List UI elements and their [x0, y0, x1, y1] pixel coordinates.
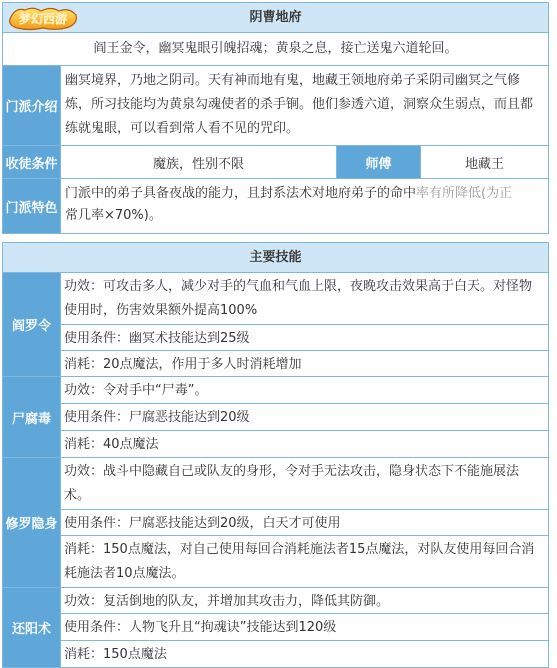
skills-title: 主要技能 — [3, 243, 548, 273]
recruit-label: 收徒条件 — [3, 146, 61, 178]
feature-text-2: 常几率×70%)。 — [65, 208, 162, 223]
skill-name: 尸腐毒 — [3, 377, 61, 457]
logo-text: 梦幻西游 — [18, 12, 68, 26]
master-text: 地藏王 — [464, 156, 504, 172]
sect-title: 阴曹地府 — [249, 10, 302, 25]
sect-motto: 阎王金令，幽冥鬼眼引魄招魂；黄泉之息，接亡送鬼六道轮回。 — [93, 41, 458, 56]
skill-effect: 功效：战斗中隐藏自己或队友的身形，令对手无法攻击，隐身状态下不能施展法术。 — [61, 458, 548, 510]
recruit-text: 魔族，性别不限 — [61, 146, 337, 178]
skill-name: 修罗隐身 — [3, 458, 61, 587]
skill-effect: 功效：令对手中“尸毒”。 — [61, 377, 548, 404]
skill-effect: 功效：复活倒地的队友，并增加其攻击力，降低其防御。 — [61, 588, 548, 614]
intro-text: 幽冥境界，乃地之阴司。天有神而地有鬼，地藏王领地府弟子采阴司幽冥之气修炼，所习技能均为黄泉勾魂使者的杀手锏。他们参透六道，洞察众生弱点，而且都练就鬼眼，可以看到常人看不见的咒印。 — [65, 73, 534, 136]
skill-name: 阎罗令 — [3, 273, 61, 376]
sect-info-table — [2, 2, 549, 234]
intro-row — [3, 66, 548, 146]
skill-cost: 消耗：150点魔法，对自己使用每回合消耗施法者15点魔法，对队友使用每回合消耗施法者10点魔法。 — [64, 542, 535, 581]
feature-text: 门派中的弟子具备夜战的能力，且封系法术对地府弟子的命中 — [65, 186, 417, 201]
skill-requirement: 使用条件：幽冥术技能达到25级 — [61, 325, 548, 351]
recruit-row — [3, 146, 548, 179]
skill-cost: 消耗：150点魔法 — [64, 647, 167, 662]
skill-row — [3, 377, 548, 458]
skill-body — [61, 588, 548, 667]
motto-row — [3, 33, 548, 66]
intro-label: 门派介绍 — [3, 66, 61, 145]
skill-cost: 消耗：20点魔法，作用于多人时消耗增加 — [64, 357, 302, 372]
skill-requirement: 使用条件：尸腐恶技能达到20级，白天才可使用 — [61, 510, 548, 536]
feature-text-block — [61, 179, 548, 233]
skill-effect: 功效：可攻击多人，减少对手的气血和气血上限，夜晚攻击效果高于白天。对怪物使用时，伤害效果额外提高100% — [61, 273, 548, 325]
sect-header — [3, 3, 548, 33]
skill-requirement: 使用条件：人物飞升且“拘魂诀”技能达到120级 — [61, 614, 548, 641]
master-label: 师傅 — [337, 146, 421, 178]
skill-row — [3, 458, 548, 588]
skill-row — [3, 588, 548, 667]
skills-table — [2, 242, 549, 668]
skill-row — [3, 273, 548, 377]
skill-body — [61, 273, 548, 376]
skill-body — [61, 377, 548, 457]
skill-requirement: 使用条件：尸腐恶技能达到20级 — [61, 404, 548, 431]
skill-body — [61, 458, 548, 587]
feature-label: 门派特色 — [3, 179, 61, 233]
feature-row — [3, 179, 548, 233]
skill-name: 还阳术 — [3, 588, 61, 667]
feature-overflow: 率有所降低(为正 — [416, 186, 513, 201]
skill-cost: 消耗：40点魔法 — [64, 437, 159, 452]
